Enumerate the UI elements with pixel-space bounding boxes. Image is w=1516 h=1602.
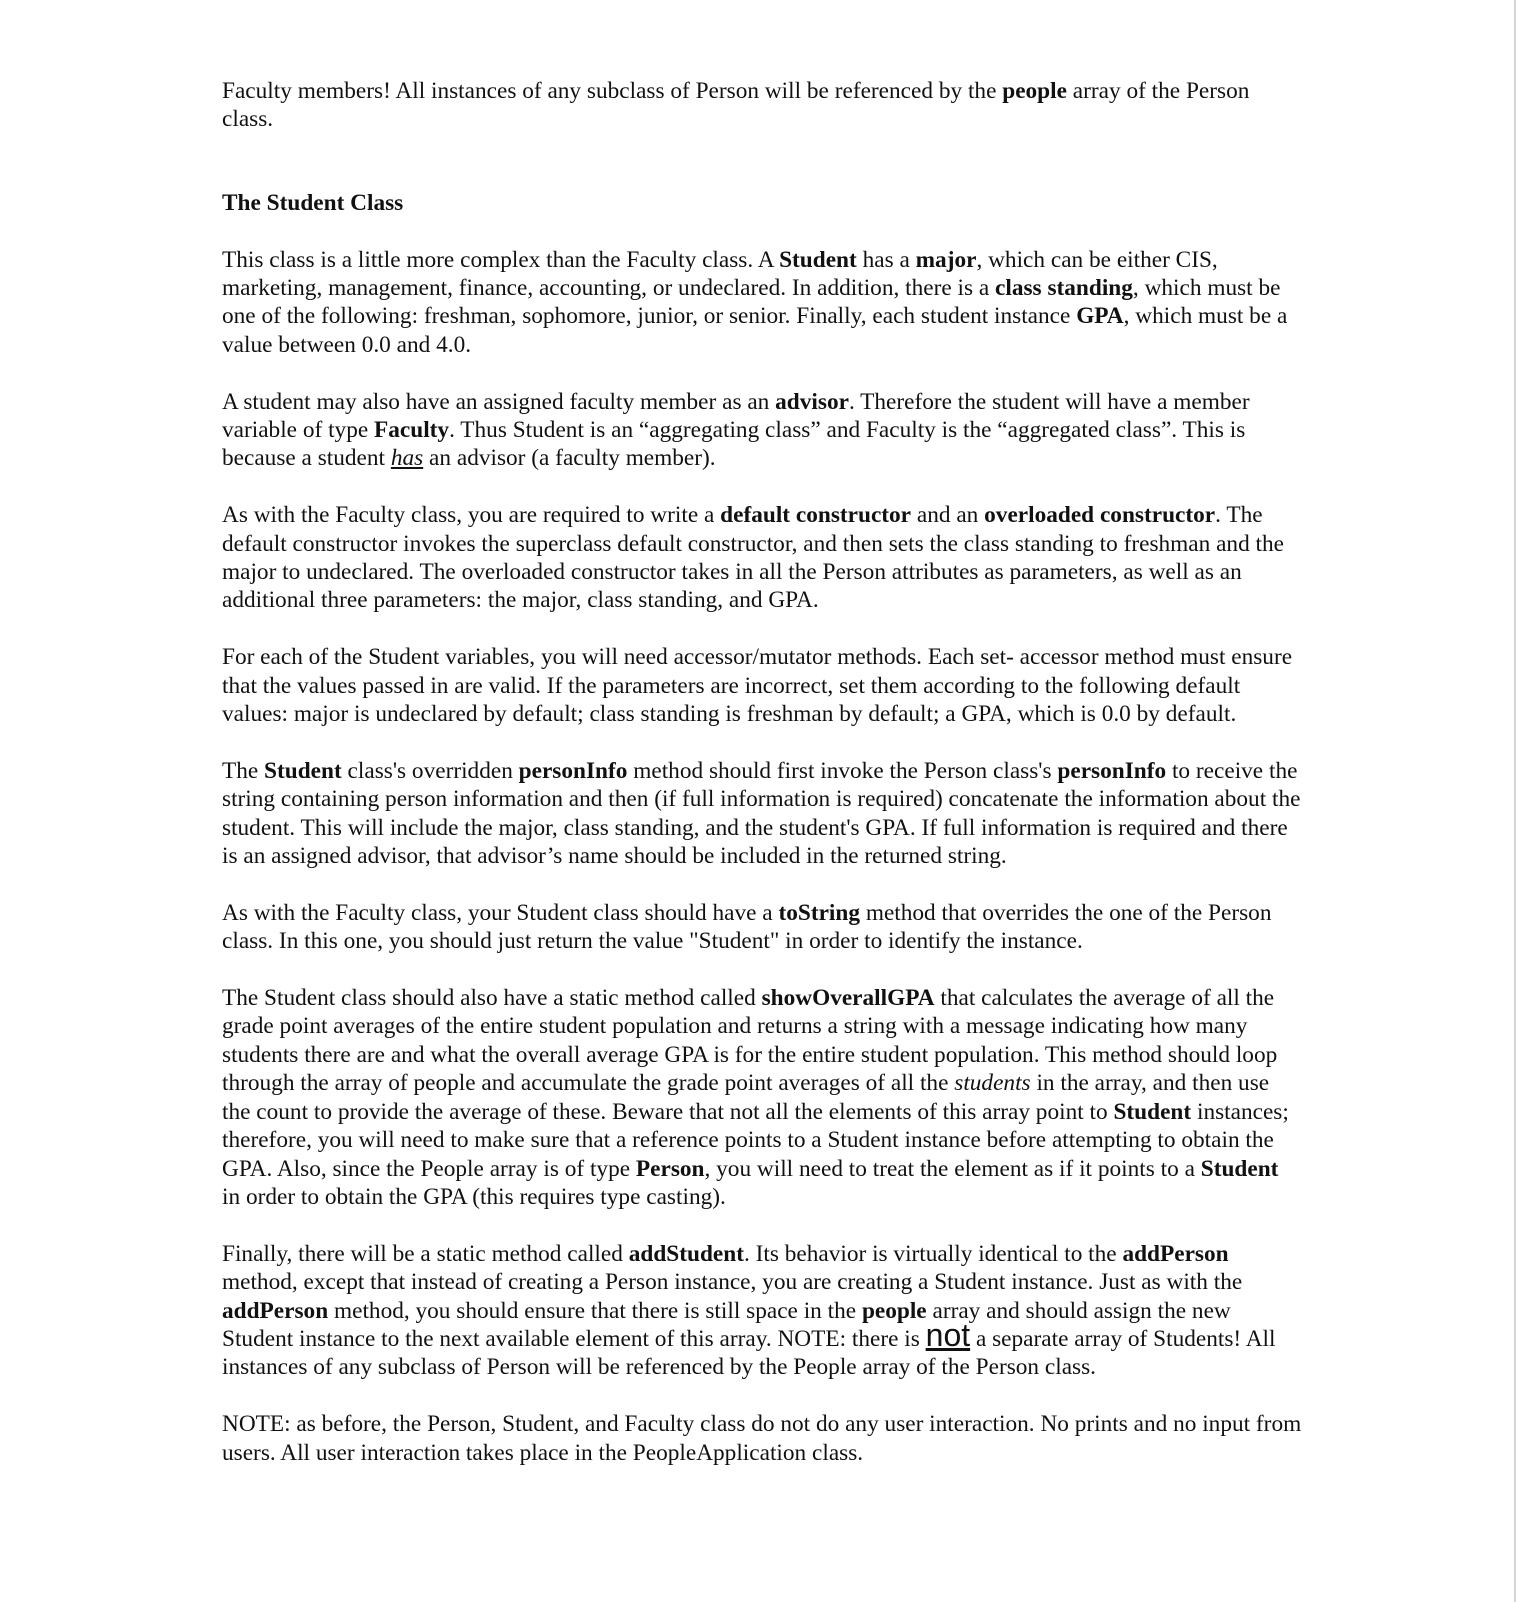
paragraph-note: NOTE: as before, the Person, Student, and Faculty class do not do any user interaction. No prints and no input from users. All user interaction takes place in the PeopleApplication class. xyxy=(222,1411,1302,1466)
paragraph-tostring: As with the Faculty class, your Student class should have a toString method that overrides the one of the Person class. In this one, you should just return the value "Student" in order to identify the instance. xyxy=(222,899,1272,955)
paragraph-addstudent: Finally, there will be a static method called addStudent. Its behavior is virtually identical to the addPerson method, except that instead of creating a Person instance, you are creating a Student instance. Just as with the addPerson method, you should ensure that there is still space in the people array and should assign the new Student instance to the next available element of this array. NOTE: there is not a separate array of Students! All instances of any subclass of Person will be referenced by the People array of the Person class. xyxy=(222,1240,1276,1381)
paragraph-personinfo: The Student class's overridden personInfo method should first invoke the Person class's personInfo to receive the string containing person information and then (if full information is required) concatenate the information about the student. This will include the major, class standing, and the student's GPA. If full information is required and there is an assigned advisor, that advisor’s name should be included in the returned string. xyxy=(222,757,1301,870)
paragraph-student-attributes: This class is a little more complex than the Faculty class. A Student has a major, which can be either CIS, marketing, management, finance, accounting, or undeclared. In addition, there is a class standing, which must be one of the following: freshman, sophomore, junior, or senior. Finally, each student instance GPA, which must be a value between 0.0 and 4.0. xyxy=(222,246,1288,358)
document-body xyxy=(222,77,1302,1495)
paragraph-advisor: A student may also have an assigned faculty member as an advisor. Therefore the student will have a member variable of type Faculty. Thus Student is an “aggregating class” and Faculty is the “aggregated class”. This is because a student has an advisor (a faculty member). xyxy=(222,388,1250,472)
paragraph-accessors: For each of the Student variables, you will need accessor/mutator methods. Each set- accessor method must ensure that the values passed in are valid. If the parameters are incorrect, set them according to the following default values: major is undeclared by default; class standing is freshman by default; a GPA, which is 0.0 by default. xyxy=(222,644,1293,728)
intro-paragraph: Faculty members! All instances of any subclass of Person will be referenced by the people array of the Person class. xyxy=(222,78,1250,133)
paragraph-constructors: As with the Faculty class, you are required to write a default constructor and an overloaded constructor. The default constructor invokes the superclass default constructor, and then sets the class standing to freshman and the major to undeclared. The overloaded constructor takes in all the Person attributes as parameters, as well as an additional three parameters: the major, class standing, and GPA. xyxy=(222,502,1285,614)
section-heading: The Student Class xyxy=(222,189,404,216)
paragraph-showoverallgpa: The Student class should also have a static method called showOverallGPA that calculates the average of all the grade point averages of the entire student population and returns a string with a message indicating how many students there are and what the overall average GPA is for the entire student population. This method should loop through the array of people and accumulate the grade point averages of all the students in the array, and then use the count to provide the average of these. Beware that not all the elements of this array point to Student instances; therefore, you will need to make sure that a reference points to a Student instance before attempting to obtain the GPA. Also, since the People array is of type Person, you will need to treat the element as if it points to a Student in order to obtain the GPA (this requires type casting). xyxy=(222,985,1289,1210)
